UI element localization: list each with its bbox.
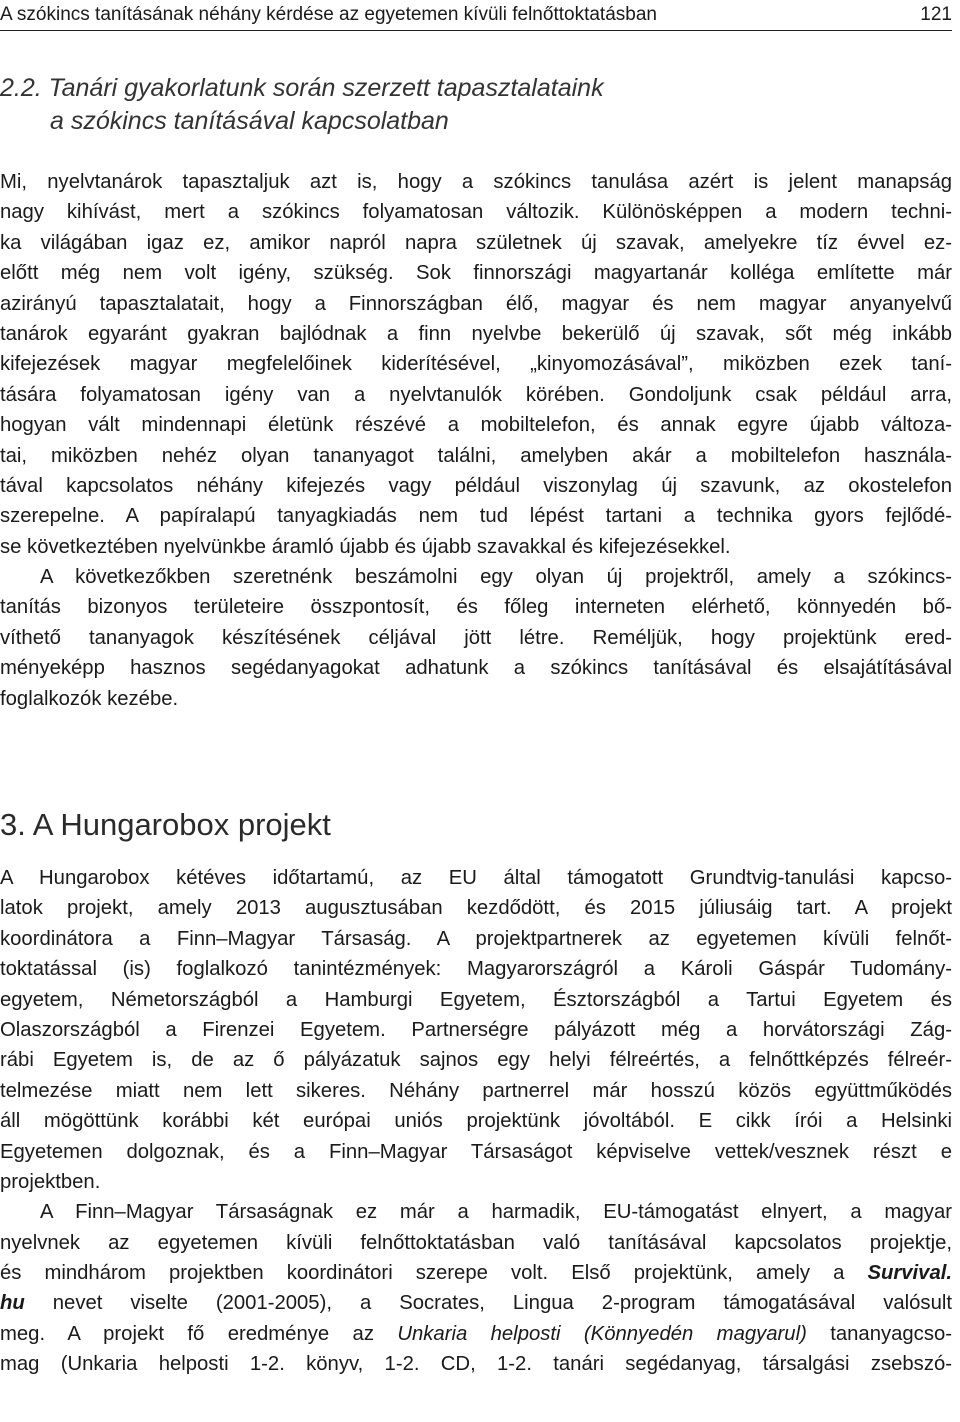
subsection-heading <box>0 72 950 138</box>
text-line: Egyetemen dolgoznak, és a Finn–Magyar Társaságot képviselve vettek/vesznek részt e <box>0 1140 952 1163</box>
text-line <box>0 1288 952 1318</box>
text-line: Olaszországból a Firenzei Egyetem. Partnerségre pályázott még a horvátországi Zág- <box>0 1018 952 1041</box>
text-line: tai, miközben nehéz olyan tananyagot találni, amelyben akár a mobiltelefon használa- <box>0 444 952 467</box>
text-line: kifejezések magyar megfelelőinek kiderítésével, „kinyomozásával”, miközben ezek taní- <box>0 353 952 376</box>
project-name-survival: Survival. <box>867 1262 952 1285</box>
text-line <box>0 1319 952 1349</box>
book-title: Unkaria helposti (Könnyedén magyarul) <box>397 1322 807 1345</box>
text-line: koordinátora a Finn–Magyar Társaság. A projektpartnerek az egyetemen kívüli felnőt- <box>0 927 952 950</box>
text-line: rábi Egyetem is, de az ő pályázatuk sajnos egy helyi félreértés, a felnőttképzés félreér- <box>0 1049 952 1072</box>
text-line: tására folyamatosan igény van a nyelvtanulók körében. Gondoljunk csak például arra, <box>0 383 952 406</box>
subsection-heading-line: a szókincs tanításával kapcsolatban <box>50 107 449 135</box>
text-line: ményeképp hasznos segédanyagokat adhatunk a szókincs tanításával és elsajátításával <box>0 657 952 680</box>
project-name-survival-suffix: hu <box>0 1292 25 1315</box>
text-segment: nevet viselte (2001-2005), a Socrates, Lingua 2-program támogatásával valósult <box>24 1292 952 1315</box>
body-text-block <box>0 863 952 1380</box>
text-line: A következőkben szeretnénk beszámolni egy olyan új projektről, amely a szókincs- <box>40 566 952 589</box>
body-text-block <box>0 167 952 714</box>
page-number: 121 <box>920 4 952 25</box>
text-line: nyelvnek az egyetemen kívüli felnőttoktatásban való tanításával kapcsolatos projektje, <box>0 1231 952 1254</box>
text-line: foglalkozók kezébe. <box>0 687 179 710</box>
text-line: szerepelne. A papíralapú tanyagkiadás nem tud lépést tartani a technika gyors fejlődé- <box>0 505 952 528</box>
text-line: áll mögöttünk korábbi két európai uniós projektünk jóvoltából. E cikk írói a Helsinki <box>0 1110 952 1133</box>
text-line: nagy kihívást, mert a szókincs folyamatosan változik. Különösképpen a modern techni- <box>0 201 952 224</box>
text-line: hogyan vált mindennapi életünk részévé a mobiltelefon, és annak egyre újabb változa- <box>0 414 952 437</box>
subsection-heading-line: 2.2. Tanári gyakorlatunk során szerzett tapasztalataink <box>0 74 604 102</box>
running-header <box>0 2 952 31</box>
text-line: egyetem, Németországból a Hamburgi Egyetem, Észtországból a Tartui Egyetem és <box>0 988 952 1011</box>
text-line: tával kapcsolatos néhány kifejezés vagy például viszonylag új szavunk, az okostelefon <box>0 474 952 497</box>
section-heading: 3. A Hungarobox projekt <box>0 807 331 842</box>
text-line: tanítás bizonyos területeire összpontosít, és főleg interneten elérhető, könnyedén bő- <box>0 596 952 619</box>
text-segment: és mindhárom projektben koordinátori szerepe volt. Első projektünk, amely a <box>0 1262 868 1285</box>
text-segment: meg. A projekt fő eredménye az <box>0 1322 398 1345</box>
text-line: A Hungarobox kétéves időtartamú, az EU által támogatott Grundtvig-tanulási kapcso- <box>0 867 952 889</box>
running-header-title: A szókincs tanításának néhány kérdése az egyetemen kívüli felnőttoktatásban <box>0 4 657 25</box>
text-line: projektben. <box>0 1170 101 1193</box>
text-line: azirányú tapasztalatait, hogy a Finnországban élő, magyar és nem magyar anyanyelvű <box>0 292 952 315</box>
text-line: mag (Unkaria helposti 1-2. könyv, 1-2. CD, 1-2. tanári segédanyag, társalgási zsebszó- <box>0 1353 952 1376</box>
text-line: előtt még nem volt igény, szükség. Sok finnországi magyartanár kolléga említette már <box>0 262 952 285</box>
text-line: Mi, nyelvtanárok tapasztaljuk azt is, hogy a szókincs tanulása azért is jelent manapság <box>0 171 952 193</box>
text-line: se következtében nyelvünkbe áramló újabb és újabb szavakkal és kifejezésekkel. <box>0 535 731 558</box>
text-line: toktatással (is) foglalkozó tanintézmények: Magyarországról a Károli Gáspár Tudomány- <box>0 958 952 981</box>
text-line: A Finn–Magyar Társaságnak ez már a harmadik, EU-támogatást elnyert, a magyar <box>40 1201 952 1224</box>
text-line: telmezése miatt nem lett sikeres. Néhány partnerrel már hosszú közös együttműködés <box>0 1079 952 1102</box>
text-line: latok projekt, amely 2013 augusztusában kezdődött, és 2015 júliusáig tart. A projekt <box>0 897 952 920</box>
text-line: ka világában igaz ez, amikor napról napra születnek új szavak, amelyekre tíz évvel ez- <box>0 231 952 254</box>
text-line <box>0 1258 952 1288</box>
text-line: tanárok egyaránt gyakran bajlódnak a finn nyelvbe bekerülő új szavak, sőt még inkább <box>0 322 952 345</box>
text-line: víthető tananyagok készítésének céljával jött létre. Reméljük, hogy projektünk ered- <box>0 626 952 649</box>
text-segment: tananyagcso- <box>806 1322 952 1345</box>
